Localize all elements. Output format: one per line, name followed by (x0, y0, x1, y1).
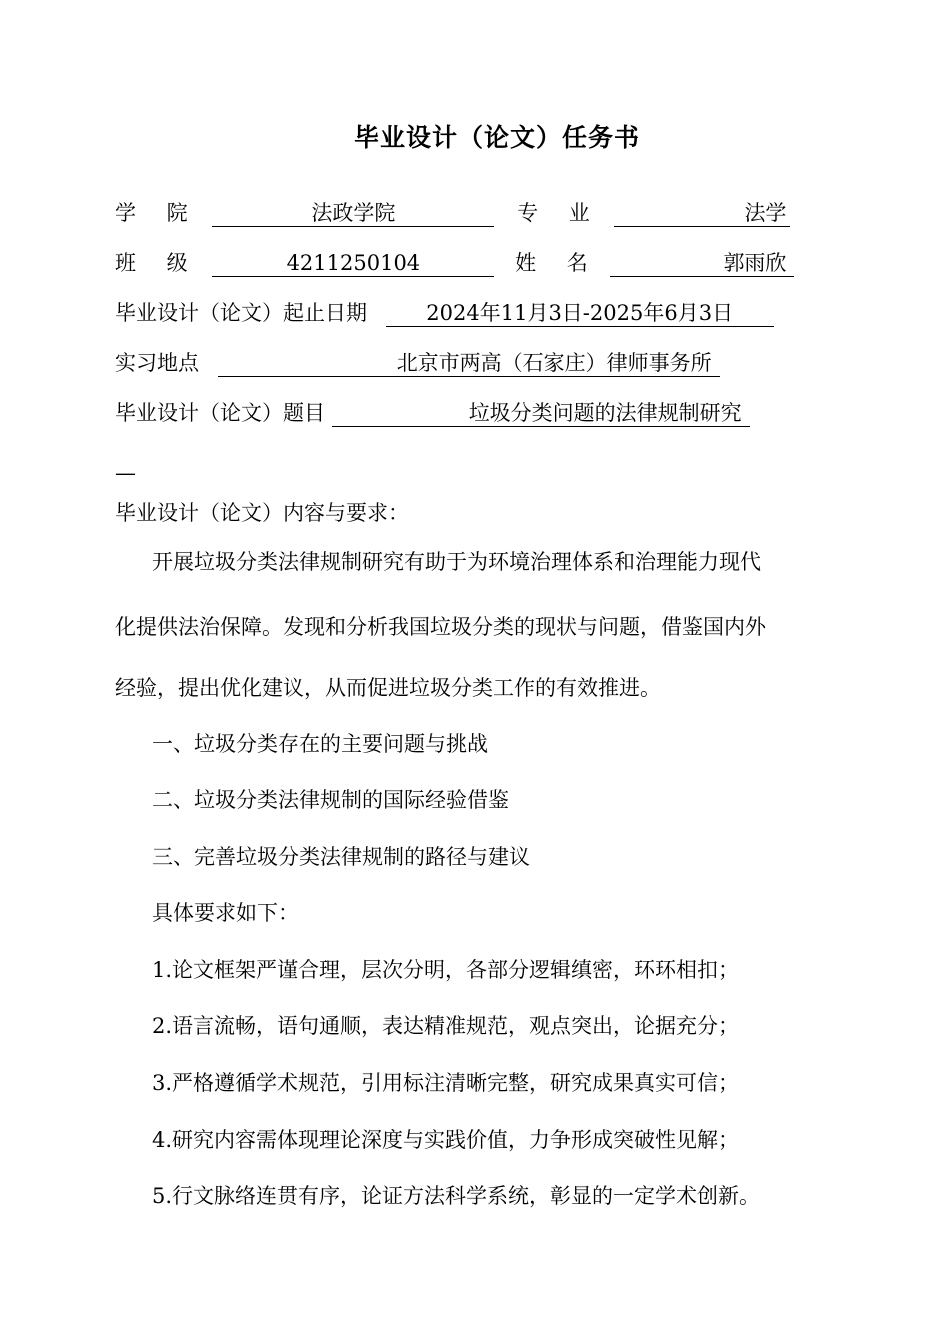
class-label: 班 级 (115, 251, 200, 275)
topic-row (115, 398, 750, 428)
intro-line-2: 化提供法治保障。发现和分析我国垃圾分类的现状与问题，借鉴国内外 (115, 615, 766, 639)
requirement-item: 4.研究内容需体现理论深度与实践价值，力争形成突破性见解； (152, 1128, 740, 1152)
class-value: 4211250104 (212, 250, 494, 277)
dates-row (115, 298, 774, 328)
dates-label: 毕业设计（论文）起止日期 (115, 301, 367, 325)
intro-line-1: 开展垃圾分类法律规制研究有助于为环境治理体系和治理能力现代 (152, 550, 761, 574)
name-label: 姓 名 (515, 251, 600, 275)
section-item: 三、完善垃圾分类法律规制的路径与建议 (152, 845, 530, 869)
content-heading: 毕业设计（论文）内容与要求： (115, 501, 409, 525)
section-item: 一、垃圾分类存在的主要问题与挑战 (152, 732, 488, 756)
location-value: 北京市两高（石家庄）律师事务所 (218, 350, 720, 377)
major-value: 法学 (614, 200, 790, 227)
topic-continuation-dash: — (115, 461, 136, 485)
requirement-item: 1.论文框架严谨合理，层次分明，各部分逻辑缜密，环环相扣； (152, 958, 740, 982)
section-item: 二、垃圾分类法律规制的国际经验借鉴 (152, 788, 509, 812)
major-label: 专 业 (517, 201, 602, 225)
topic-label: 毕业设计（论文）题目 (115, 401, 325, 425)
name-value: 郭雨欣 (610, 250, 794, 277)
requirement-item: 5.行文脉络连贯有序，论证方法科学系统，彰显的一定学术创新。 (152, 1184, 761, 1208)
requirement-item: 2.语言流畅，语句通顺，表达精准规范，观点突出，论据充分； (152, 1014, 740, 1038)
college-label: 学 院 (115, 201, 200, 225)
topic-value: 垃圾分类问题的法律规制研究 (332, 400, 750, 427)
college-major-row (115, 198, 790, 228)
requirement-item: 3.严格遵循学术规范，引用标注清晰完整，研究成果真实可信； (152, 1071, 740, 1095)
college-value: 法政学院 (212, 200, 494, 227)
location-row (115, 348, 720, 378)
location-label: 实习地点 (115, 351, 199, 375)
requirements-heading: 具体要求如下： (152, 901, 299, 925)
document-title: 毕业设计（论文）任务书 (353, 123, 640, 152)
class-name-row (115, 248, 794, 278)
dates-value: 2024年11月3日-2025年6月3日 (386, 300, 774, 327)
intro-line-3: 经验，提出优化建议，从而促进垃圾分类工作的有效推进。 (115, 676, 661, 700)
